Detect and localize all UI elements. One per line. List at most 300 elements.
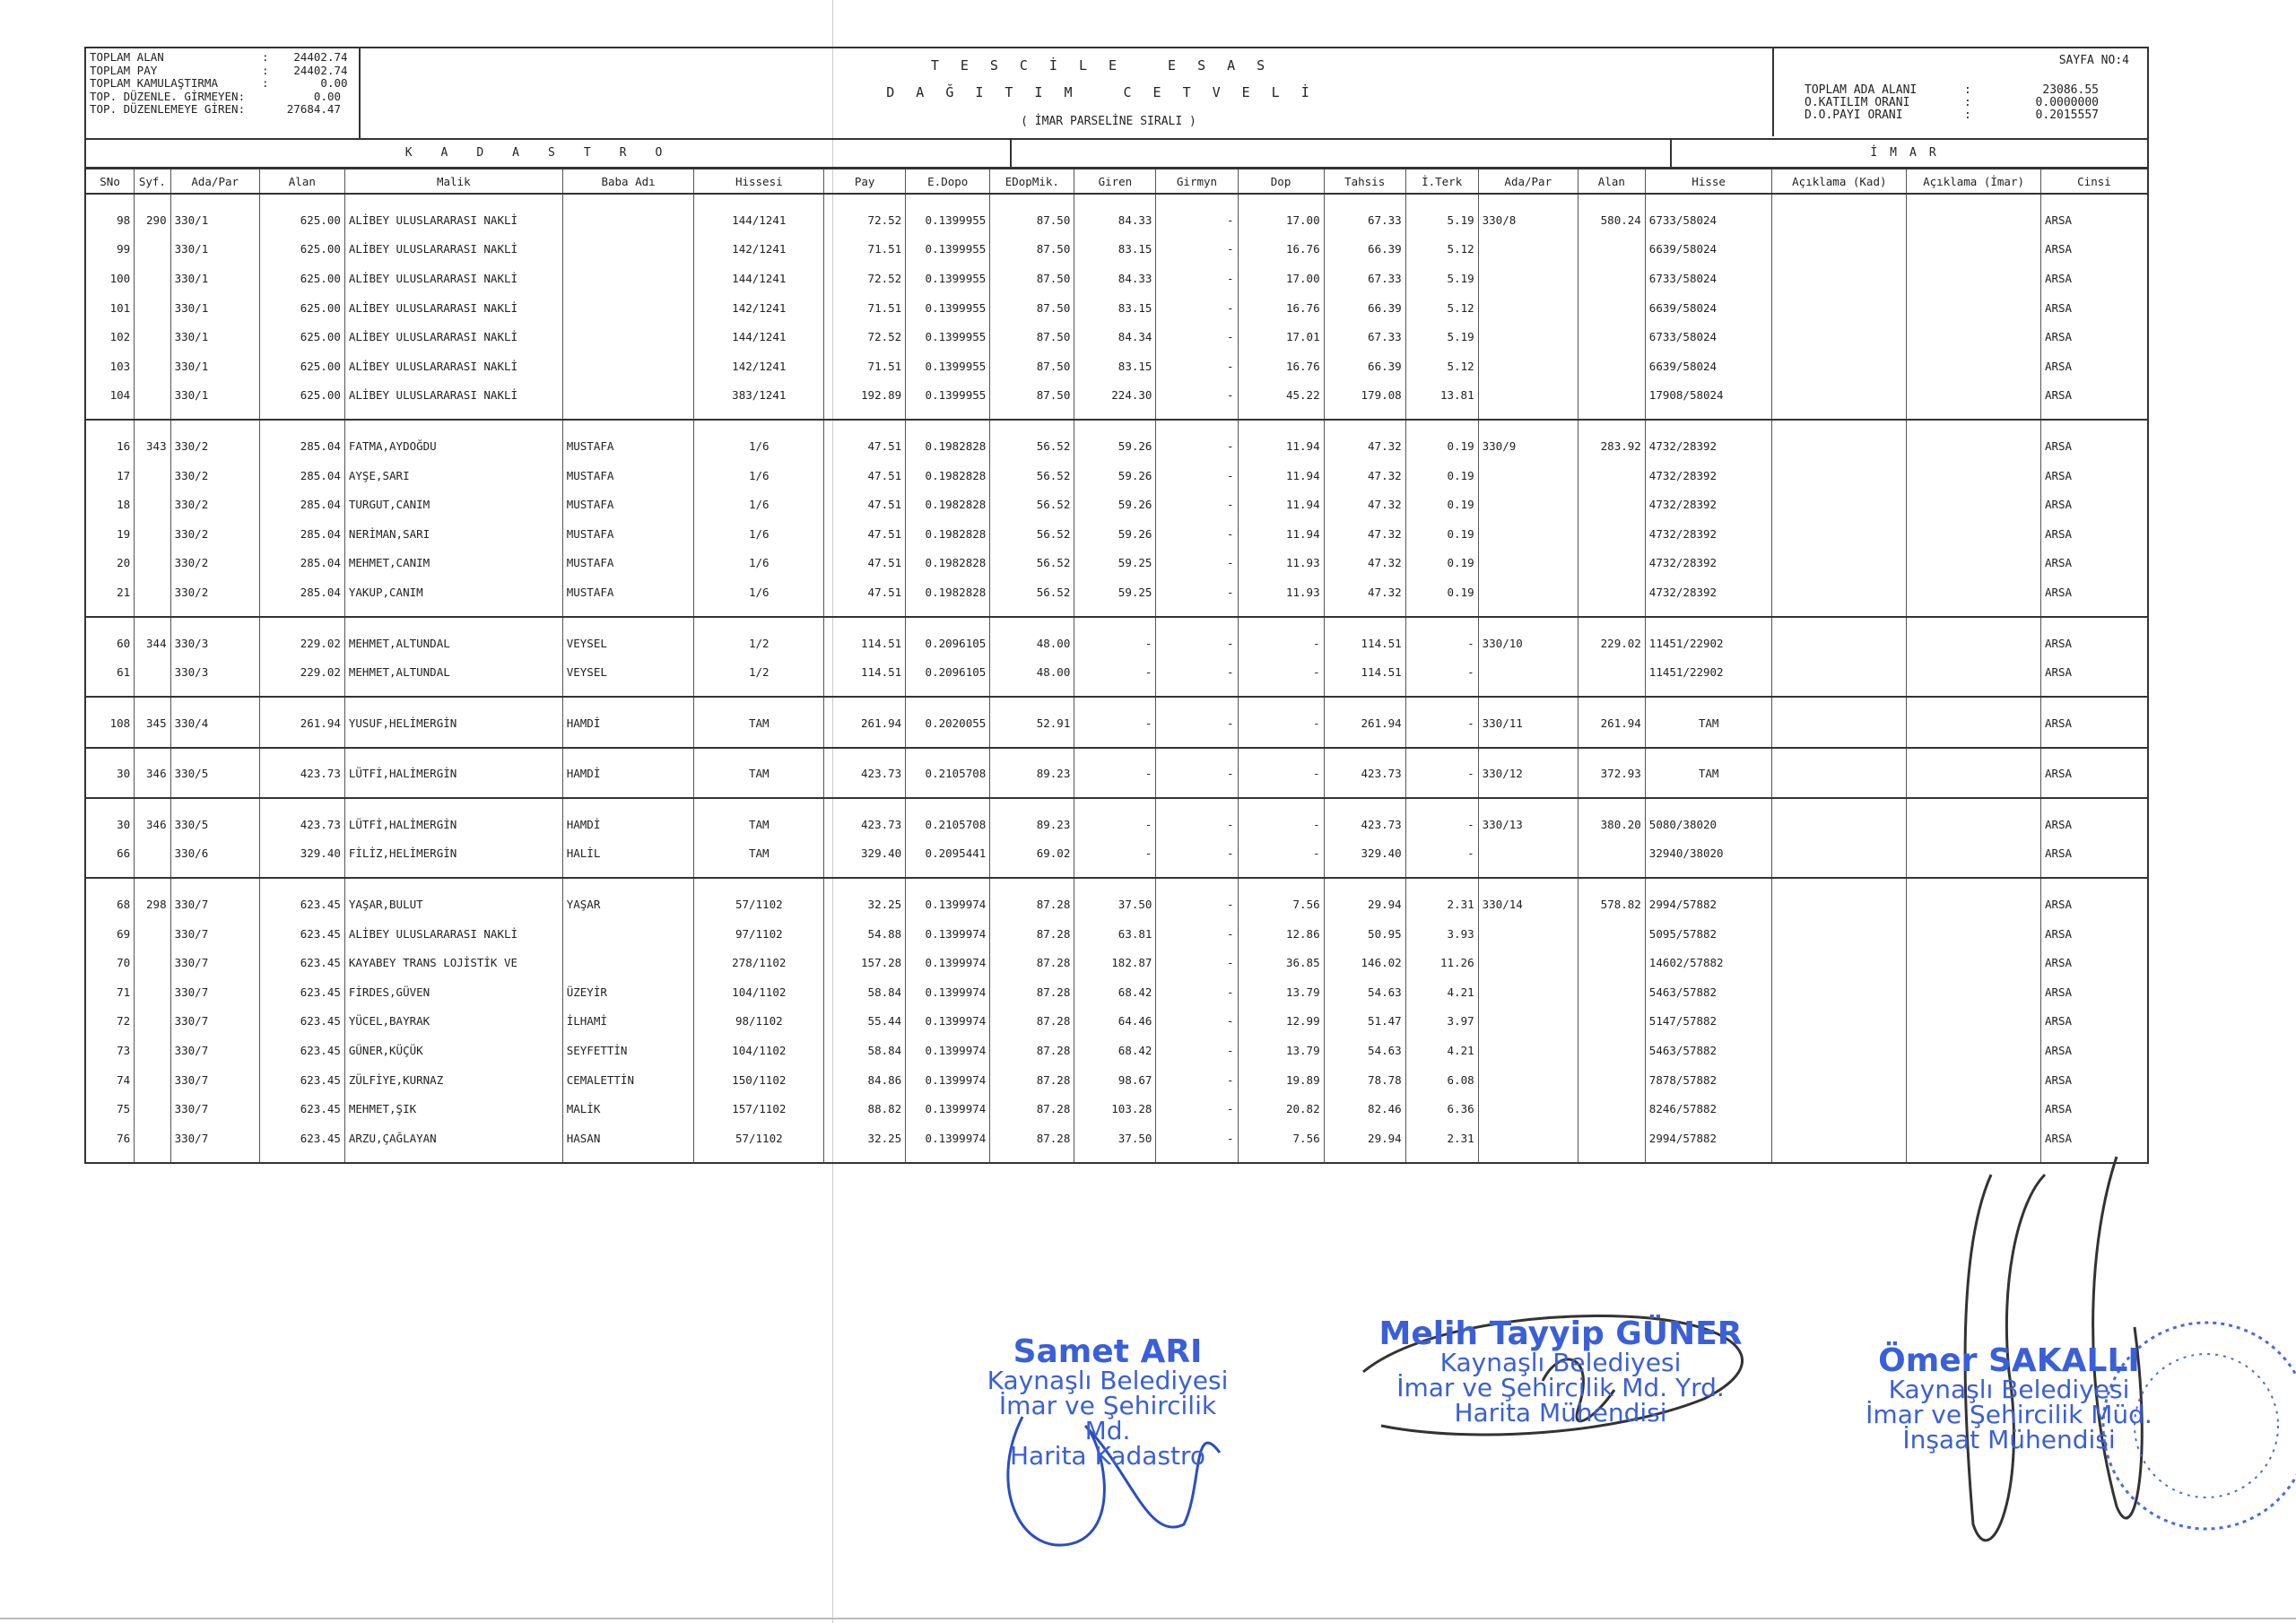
spacer-cell [1478, 607, 1578, 617]
table-cell: HASAN [562, 1124, 694, 1153]
spacer-cell [906, 194, 990, 205]
spacer-cell [824, 607, 906, 617]
spacer-cell [344, 748, 562, 759]
table-cell [1907, 810, 2041, 839]
spacer-cell [824, 420, 906, 431]
table-cell [562, 948, 694, 977]
spacer-cell [1405, 194, 1478, 205]
table-cell: - [1156, 577, 1238, 607]
table-cell: 66.39 [1324, 293, 1405, 323]
table-cell: 61 [85, 657, 135, 687]
table-cell: 580.24 [1578, 205, 1645, 235]
spacer-cell [906, 607, 990, 617]
table-cell: 383/1241 [694, 381, 824, 411]
column-header: Tahsis [1324, 169, 1405, 194]
table-cell: 87.28 [990, 1036, 1074, 1065]
signatory-title: Kaynaşlı Belediyesi [987, 1366, 1229, 1395]
table-cell: ALİBEY ULUSLARARASI NAKLİ [344, 919, 562, 949]
table-cell [1907, 839, 2041, 869]
spacer-cell [1478, 748, 1578, 759]
table-row [85, 810, 2148, 839]
table-cell: - [1405, 657, 1478, 687]
table-cell: 625.00 [259, 235, 344, 265]
spacer-cell [1772, 868, 1907, 878]
table-cell [1578, 490, 1645, 519]
table-cell: 83.15 [1074, 235, 1156, 265]
table-cell [1478, 948, 1578, 977]
group-top-gap [85, 194, 2148, 205]
table-cell: 29.94 [1324, 890, 1405, 919]
table-cell: HALİL [562, 839, 694, 869]
spacer-cell [1074, 617, 1156, 629]
table-cell: 83.15 [1074, 352, 1156, 381]
spacer-cell [906, 868, 990, 878]
spacer-cell [562, 687, 694, 697]
spacer-cell [906, 410, 990, 420]
spacer-cell [259, 410, 344, 420]
table-row [85, 549, 2148, 578]
table-cell [1772, 810, 1907, 839]
table-cell: 330/3 [170, 657, 259, 687]
table-cell: 623.45 [259, 919, 344, 949]
table-cell: - [1405, 759, 1478, 789]
table-cell: 50.95 [1324, 919, 1405, 949]
spacer-cell [1074, 738, 1156, 748]
spacer-cell [562, 194, 694, 205]
table-cell: SEYFETTİN [562, 1036, 694, 1065]
table-cell [1578, 1065, 1645, 1095]
table-cell: 54.63 [1324, 1036, 1405, 1065]
table-cell: - [1405, 839, 1478, 869]
table-cell: 330/3 [170, 629, 259, 658]
table-cell: - [1156, 490, 1238, 519]
table-cell: - [1156, 1094, 1238, 1124]
table-cell: ARSA [2040, 657, 2148, 687]
table-cell: 423.73 [259, 759, 344, 789]
table-cell: 58.84 [824, 1036, 906, 1065]
table-cell: 144/1241 [694, 205, 824, 235]
table-cell: 89.23 [990, 810, 1074, 839]
table-cell: - [1156, 1124, 1238, 1153]
table-cell: 346 [135, 810, 170, 839]
official-seal-inner [2135, 1354, 2278, 1497]
table-cell: 47.51 [824, 577, 906, 607]
table-cell [135, 322, 170, 352]
spacer-cell [694, 697, 824, 708]
table-cell: 47.32 [1324, 549, 1405, 578]
table-cell: 0.2105708 [906, 810, 990, 839]
table-cell: - [1238, 759, 1324, 789]
spacer-cell [824, 697, 906, 708]
spacer-cell [1156, 420, 1238, 431]
table-cell: 13.79 [1238, 977, 1324, 1007]
table-cell: - [1238, 810, 1324, 839]
table-cell: 0.1399974 [906, 1036, 990, 1065]
table-cell [1907, 264, 2041, 293]
spacer-cell [170, 868, 259, 878]
table-cell: 4732/28392 [1645, 549, 1772, 578]
spacer-cell [1907, 607, 2041, 617]
table-cell [1478, 461, 1578, 490]
spacer-cell [694, 420, 824, 431]
spacer-cell [1405, 410, 1478, 420]
spacer-cell [170, 420, 259, 431]
table-cell: - [1405, 810, 1478, 839]
spacer-cell [170, 738, 259, 748]
spacer-cell [85, 410, 135, 420]
total-sep: : [262, 76, 269, 90]
table-cell: ARSA [2040, 461, 2148, 490]
table-cell: 11.94 [1238, 490, 1324, 519]
spacer-cell [824, 687, 906, 697]
spacer-cell [1074, 868, 1156, 878]
spacer-cell [1238, 617, 1324, 629]
table-cell: 87.50 [990, 235, 1074, 265]
table-cell: 0.19 [1405, 577, 1478, 607]
spacer-cell [1578, 738, 1645, 748]
table-cell: 19.89 [1238, 1065, 1324, 1095]
spacer-cell [170, 798, 259, 810]
table-cell: 330/10 [1478, 629, 1578, 658]
spacer-cell [562, 878, 694, 890]
spacer-cell [2040, 738, 2148, 748]
table-cell: 88.82 [824, 1094, 906, 1124]
spacer-cell [1478, 868, 1578, 878]
table-cell: 1/6 [694, 461, 824, 490]
info-label: D.O.PAYI ORANI [1805, 108, 1903, 122]
spacer-cell [1324, 788, 1405, 798]
spacer-cell [1324, 748, 1405, 759]
spacer-cell [1156, 410, 1238, 420]
spacer-cell [1238, 420, 1324, 431]
table-cell: 52.91 [990, 708, 1074, 738]
table-cell: 56.52 [990, 490, 1074, 519]
table-cell [1907, 205, 2041, 235]
table-cell [1478, 657, 1578, 687]
table-cell [1578, 461, 1645, 490]
table-cell: 229.02 [259, 629, 344, 658]
table-cell: MUSTAFA [562, 431, 694, 461]
table-cell: 0.1399974 [906, 1065, 990, 1095]
spacer-cell [1324, 868, 1405, 878]
spacer-cell [1645, 798, 1772, 810]
table-cell: 2.31 [1405, 890, 1478, 919]
table-cell: YAŞAR,BULUT [344, 890, 562, 919]
table-cell: 625.00 [259, 352, 344, 381]
table-cell: 1/6 [694, 549, 824, 578]
table-cell [1478, 293, 1578, 323]
table-cell: 0.1399974 [906, 977, 990, 1007]
table-cell: NERİMAN,SARI [344, 519, 562, 549]
header-row [85, 169, 2148, 194]
spacer-cell [1907, 788, 2041, 798]
info-label: O.KATILIM ORANI [1805, 96, 1910, 109]
table-cell: 74 [85, 1065, 135, 1095]
spacer-cell [344, 607, 562, 617]
table-cell: ARSA [2040, 1036, 2148, 1065]
table-cell: MUSTAFA [562, 461, 694, 490]
table-cell: 67.33 [1324, 264, 1405, 293]
table-cell: 623.45 [259, 1007, 344, 1037]
spacer-cell [1405, 798, 1478, 810]
table-cell [562, 293, 694, 323]
table-cell: 7.56 [1238, 1124, 1324, 1153]
spacer-cell [1907, 687, 2041, 697]
spacer-cell [135, 410, 170, 420]
spacer-cell [1772, 878, 1907, 890]
table-cell: MEHMET,ALTUNDAL [344, 657, 562, 687]
spacer-cell [562, 748, 694, 759]
info-sep: : [1964, 83, 1971, 97]
table-cell: 72 [85, 1007, 135, 1037]
table-cell: 5.12 [1405, 293, 1478, 323]
table-cell [1578, 1094, 1645, 1124]
table-cell: 330/8 [1478, 205, 1578, 235]
table-cell: - [1074, 810, 1156, 839]
table-row [85, 1007, 2148, 1037]
spacer-cell [1478, 738, 1578, 748]
table-cell: ARSA [2040, 293, 2148, 323]
table-cell [1907, 759, 2041, 789]
table-cell: 60 [85, 629, 135, 658]
table-cell: 0.1982828 [906, 519, 990, 549]
spacer-cell [1772, 194, 1907, 205]
spacer-cell [1238, 878, 1324, 890]
table-cell [135, 1007, 170, 1037]
table-cell: 29.94 [1324, 1124, 1405, 1153]
column-header: Pay [824, 169, 906, 194]
table-cell [1907, 577, 2041, 607]
spacer-cell [906, 697, 990, 708]
table-cell: 0.1982828 [906, 577, 990, 607]
table-cell: - [1156, 948, 1238, 977]
table-cell [1772, 431, 1907, 461]
spacer-cell [562, 420, 694, 431]
table-cell: 5147/57882 [1645, 1007, 1772, 1037]
table-cell: 330/9 [1478, 431, 1578, 461]
table-cell: 344 [135, 629, 170, 658]
table-cell: 63.81 [1074, 919, 1156, 949]
column-header: Dop [1238, 169, 1324, 194]
table-cell [1772, 461, 1907, 490]
spacer-cell [85, 748, 135, 759]
table-cell: 68.42 [1074, 1036, 1156, 1065]
total-label: TOP. DÜZENLE. GİRMEYEN: [90, 89, 246, 103]
table-cell: 4732/28392 [1645, 519, 1772, 549]
table-cell [1907, 293, 2041, 323]
table-cell [135, 1036, 170, 1065]
spacer-cell [1578, 687, 1645, 697]
table-cell: 0.1399974 [906, 1094, 990, 1124]
spacer-cell [1907, 697, 2041, 708]
table-cell: 7.56 [1238, 890, 1324, 919]
table-cell: 157/1102 [694, 1094, 824, 1124]
table-cell: 1/6 [694, 577, 824, 607]
spacer-cell [1645, 607, 1772, 617]
table-cell: ARSA [2040, 264, 2148, 293]
table-cell: 30 [85, 810, 135, 839]
total-value: 27684.47 [286, 102, 341, 116]
table-cell: TAM [1645, 759, 1772, 789]
table-cell: - [1238, 657, 1324, 687]
spacer-cell [1907, 410, 2041, 420]
table-cell [135, 490, 170, 519]
table-cell: - [1156, 381, 1238, 411]
table-cell: 423.73 [1324, 810, 1405, 839]
table-cell [562, 322, 694, 352]
table-cell: 330/7 [170, 919, 259, 949]
table-cell: 16.76 [1238, 352, 1324, 381]
spacer-cell [562, 868, 694, 878]
table-cell: ARSA [2040, 1094, 2148, 1124]
info-value: 0.2015557 [2035, 108, 2099, 122]
spacer-cell [85, 878, 135, 890]
spacer-cell [1907, 868, 2041, 878]
distribution-table [84, 168, 2149, 1164]
spacer-cell [1645, 878, 1772, 890]
table-cell [1478, 264, 1578, 293]
table-cell [1772, 352, 1907, 381]
table-cell [1578, 948, 1645, 977]
table-cell: TURGUT,CANIM [344, 490, 562, 519]
table-cell: 87.50 [990, 352, 1074, 381]
spacer-cell [1074, 607, 1156, 617]
table-cell: 8246/57882 [1645, 1094, 1772, 1124]
spacer-cell [1156, 868, 1238, 878]
spacer-cell [1324, 878, 1405, 890]
table-cell: - [1156, 549, 1238, 578]
table-cell: 330/1 [170, 381, 259, 411]
table-cell [135, 1065, 170, 1095]
column-header: Hisse [1645, 169, 1772, 194]
ada-info [1805, 84, 2099, 122]
table-cell [1478, 1065, 1578, 1095]
table-cell: YAKUP,CANIM [344, 577, 562, 607]
spacer-cell [1907, 748, 2041, 759]
table-cell [1907, 708, 2041, 738]
total-label: TOP. DÜZENLEMEYE GİREN: [90, 102, 246, 116]
table-cell: 59.26 [1074, 519, 1156, 549]
table-cell [135, 461, 170, 490]
table-cell: ALİBEY ULUSLARARASI NAKLİ [344, 205, 562, 235]
spacer-cell [1074, 194, 1156, 205]
table-cell: ARSA [2040, 810, 2148, 839]
table-cell: - [1238, 708, 1324, 738]
spacer-cell [1772, 697, 1907, 708]
table-cell: 97/1102 [694, 919, 824, 949]
table-cell: 98 [85, 205, 135, 235]
table-cell [1772, 577, 1907, 607]
totals-row [90, 103, 359, 117]
table-cell: 330/14 [1478, 890, 1578, 919]
table-cell: MUSTAFA [562, 549, 694, 578]
table-cell: ARSA [2040, 519, 2148, 549]
spacer-cell [694, 738, 824, 748]
table-cell: 47.51 [824, 461, 906, 490]
table-cell [1772, 264, 1907, 293]
spacer-cell [990, 617, 1074, 629]
table-cell [1907, 1007, 2041, 1037]
spacer-cell [906, 798, 990, 810]
spacer-cell [990, 798, 1074, 810]
table-cell [135, 381, 170, 411]
spacer-cell [1645, 788, 1772, 798]
table-cell: 87.28 [990, 1065, 1074, 1095]
spacer-cell [2040, 687, 2148, 697]
table-cell: 47.51 [824, 431, 906, 461]
spacer-cell [344, 687, 562, 697]
table-cell: 0.19 [1405, 519, 1478, 549]
table-cell: 0.1982828 [906, 431, 990, 461]
table-cell [562, 919, 694, 949]
table-cell: AYŞE,SARI [344, 461, 562, 490]
total-sep: : [262, 63, 269, 77]
table-cell [135, 1124, 170, 1153]
table-cell [1478, 235, 1578, 265]
table-cell: - [1156, 919, 1238, 949]
table-cell: 11.26 [1405, 948, 1478, 977]
table-cell: 623.45 [259, 890, 344, 919]
table-cell: 75 [85, 1094, 135, 1124]
table-cell: ALİBEY ULUSLARARASI NAKLİ [344, 264, 562, 293]
table-cell: 6639/58024 [1645, 352, 1772, 381]
signatory-title: İnşaat Mühendisi [1902, 1425, 2116, 1454]
table-cell: 6733/58024 [1645, 322, 1772, 352]
table-cell [562, 381, 694, 411]
column-header: Syf. [135, 169, 170, 194]
table-cell: 179.08 [1324, 381, 1405, 411]
table-cell: ARSA [2040, 1065, 2148, 1095]
spacer-cell [1578, 798, 1645, 810]
spacer-cell [562, 410, 694, 420]
table-cell: 101 [85, 293, 135, 323]
spacer-cell [694, 617, 824, 629]
table-cell [1478, 322, 1578, 352]
table-cell: 59.26 [1074, 431, 1156, 461]
table-cell: 5.12 [1405, 235, 1478, 265]
table-cell: 0.1982828 [906, 461, 990, 490]
table-cell: 114.51 [1324, 629, 1405, 658]
table-cell: ALİBEY ULUSLARARASI NAKLİ [344, 352, 562, 381]
spacer-cell [1156, 697, 1238, 708]
table-cell: 45.22 [1238, 381, 1324, 411]
spacer-cell [990, 410, 1074, 420]
table-cell: HAMDİ [562, 708, 694, 738]
info-value: 23086.55 [2042, 83, 2099, 97]
table-cell: - [1074, 839, 1156, 869]
table-cell: 0.2096105 [906, 657, 990, 687]
spacer-cell [259, 194, 344, 205]
spacer-cell [1405, 748, 1478, 759]
table-cell: ALİBEY ULUSLARARASI NAKLİ [344, 322, 562, 352]
band-spacer [1012, 140, 1672, 167]
table-cell: 182.87 [1074, 948, 1156, 977]
spacer-cell [562, 697, 694, 708]
signatory-title: İmar ve Şehircilik Müd. [1866, 1400, 2152, 1429]
table-cell: 330/2 [170, 490, 259, 519]
table-cell: 47.51 [824, 490, 906, 519]
spacer-cell [259, 878, 344, 890]
table-cell: 104/1102 [694, 1036, 824, 1065]
table-cell [1772, 490, 1907, 519]
spacer-cell [824, 748, 906, 759]
table-cell: ARSA [2040, 890, 2148, 919]
table-cell [1772, 759, 1907, 789]
spacer-cell [1907, 738, 2041, 748]
table-cell: ARSA [2040, 490, 2148, 519]
table-cell: 30 [85, 759, 135, 789]
table-cell: 76 [85, 1124, 135, 1153]
